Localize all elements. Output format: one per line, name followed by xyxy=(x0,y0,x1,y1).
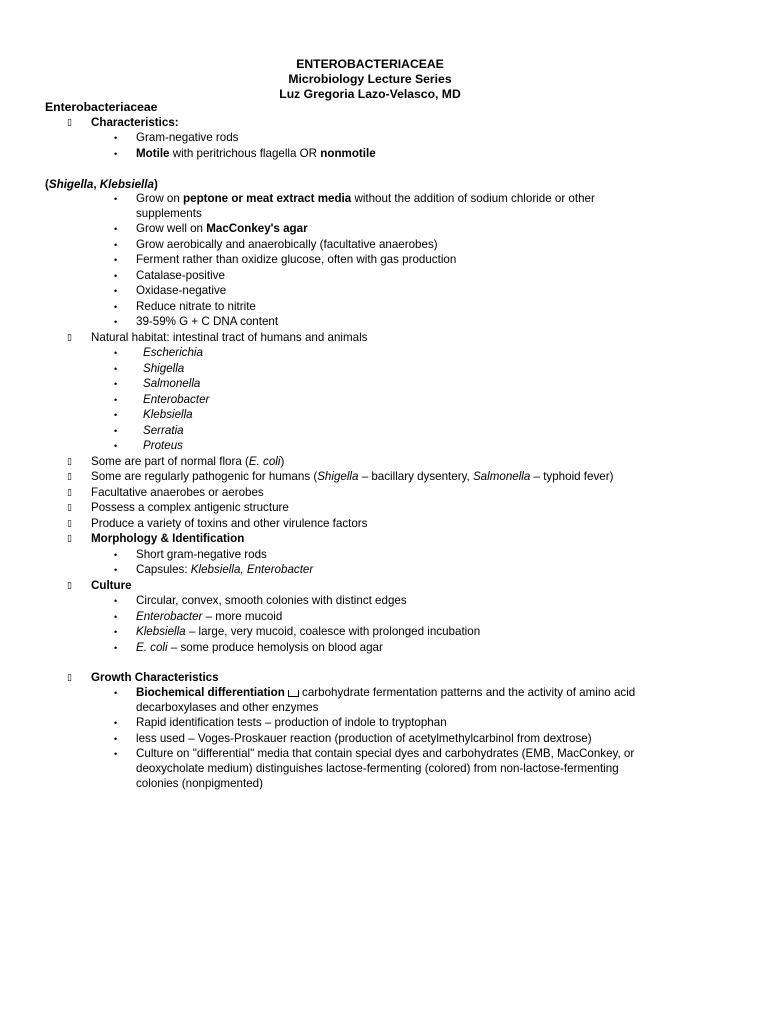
list-item: Gram-negative rods xyxy=(136,131,239,144)
bullet-icon: • xyxy=(114,271,118,281)
square-bullet-icon: ▯ xyxy=(67,118,72,128)
square-bullet-icon: ▯ xyxy=(67,581,72,591)
point-item: Facultative anaerobes or aerobes xyxy=(91,486,264,499)
list-item: Ferment rather than oxidize glucose, often with gas production xyxy=(136,253,457,266)
bullet-icon: • xyxy=(114,364,118,374)
bullet-icon: • xyxy=(114,224,118,234)
point-item: Some are part of normal flora (E. coli) xyxy=(91,455,285,468)
list-item: Catalase-positive xyxy=(136,269,225,282)
bullet-icon: • xyxy=(114,395,118,405)
doc-author: Luz Gregoria Lazo-Velasco, MD xyxy=(279,87,461,101)
bullet-icon: • xyxy=(114,348,118,358)
bullet-icon: • xyxy=(114,612,118,622)
square-bullet-icon: ▯ xyxy=(67,534,72,544)
list-item: Biochemical differentiation carbohydrate fermentation patterns and the activity of amino acid xyxy=(136,686,636,699)
list-item-continued: deoxycholate medium) distinguishes lactose-fermenting (colored) from non-lactose-fermenting xyxy=(136,762,619,775)
bullet-icon: • xyxy=(114,734,118,744)
bullet-icon: • xyxy=(114,565,118,575)
genus-item: Enterobacter xyxy=(143,393,210,406)
bullet-icon: • xyxy=(114,379,118,389)
list-item: Grow well on MacConkey's agar xyxy=(136,222,308,235)
list-item: less used – Voges-Proskauer reaction (production of acetylmethylcarbinol from dextrose) xyxy=(136,732,592,745)
point-item: Produce a variety of toxins and other virulence factors xyxy=(91,517,368,530)
bullet-icon: • xyxy=(114,596,118,606)
square-bullet-icon: ▯ xyxy=(67,472,72,482)
bullet-icon: • xyxy=(114,627,118,637)
list-item: Reduce nitrate to nitrite xyxy=(136,300,256,313)
bullet-icon: • xyxy=(114,718,118,728)
square-bullet-icon: ▯ xyxy=(67,488,72,498)
list-item: Oxidase-negative xyxy=(136,284,227,297)
list-item-continued: decarboxylases and other enzymes xyxy=(136,701,319,714)
bullet-icon: • xyxy=(114,240,118,250)
morphology-label: Morphology & Identification xyxy=(91,532,245,545)
bullet-icon: • xyxy=(114,302,118,312)
bullet-icon: • xyxy=(114,410,118,420)
bullet-icon: • xyxy=(114,550,118,560)
square-bullet-icon: ▯ xyxy=(67,673,72,683)
genus-item: Escherichia xyxy=(143,346,203,359)
list-item: Grow aerobically and anaerobically (facultative anaerobes) xyxy=(136,238,438,251)
square-bullet-icon: ▯ xyxy=(67,503,72,513)
genus-item: Serratia xyxy=(143,424,184,437)
bullet-icon: • xyxy=(114,149,118,159)
list-item: Motile with peritrichous flagella OR nonmotile xyxy=(136,147,376,160)
bullet-icon: • xyxy=(114,194,118,204)
section-heading: Enterobacteriaceae xyxy=(45,100,158,114)
point-item: Some are regularly pathogenic for humans (Shigella – bacillary dysentery, Salmonella – typhoid fever) xyxy=(91,470,614,483)
bullet-icon: • xyxy=(114,749,118,759)
group-heading: (Shigella, Klebsiella) xyxy=(45,178,158,191)
genus-item: Salmonella xyxy=(143,377,201,390)
genus-item: Klebsiella xyxy=(143,408,193,421)
genus-item: Shigella xyxy=(143,362,185,375)
list-item-continued: colonies (nonpigmented) xyxy=(136,777,263,790)
bullet-icon: • xyxy=(114,133,118,143)
doc-title: ENTEROBACTERIACEAE xyxy=(296,57,444,71)
habitat-label: Natural habitat: intestinal tract of humans and animals xyxy=(91,331,368,344)
doc-series: Microbiology Lecture Series xyxy=(288,72,452,86)
dash-mark-icon xyxy=(288,690,299,697)
list-item: Capsules: Klebsiella, Enterobacter xyxy=(136,563,314,576)
list-item-continued: supplements xyxy=(136,207,202,220)
bullet-icon: • xyxy=(114,441,118,451)
list-item: Rapid identification tests – production of indole to tryptophan xyxy=(136,716,447,729)
characteristics-label: Characteristics: xyxy=(91,116,179,129)
square-bullet-icon: ▯ xyxy=(67,457,72,467)
point-item: Possess a complex antigenic structure xyxy=(91,501,289,514)
list-item: Enterobacter – more mucoid xyxy=(136,610,283,623)
square-bullet-icon: ▯ xyxy=(67,333,72,343)
list-item: E. coli – some produce hemolysis on blood agar xyxy=(136,641,383,654)
culture-label: Culture xyxy=(91,579,132,592)
list-item: Short gram-negative rods xyxy=(136,548,267,561)
bullet-icon: • xyxy=(114,286,118,296)
genus-item: Proteus xyxy=(143,439,183,452)
list-item: 39-59% G + C DNA content xyxy=(136,315,279,328)
bullet-icon: • xyxy=(114,688,118,698)
bullet-icon: • xyxy=(114,255,118,265)
list-item: Culture on "differential" media that contain special dyes and carbohydrates (EMB, MacConkey, or xyxy=(136,747,635,760)
growth-characteristics-label: Growth Characteristics xyxy=(91,671,219,684)
bullet-icon: • xyxy=(114,426,118,436)
bullet-icon: • xyxy=(114,317,118,327)
bullet-icon: • xyxy=(114,643,118,653)
list-item: Grow on peptone or meat extract media without the addition of sodium chloride or other xyxy=(136,192,595,205)
list-item: Circular, convex, smooth colonies with distinct edges xyxy=(136,594,407,607)
square-bullet-icon: ▯ xyxy=(67,519,72,529)
list-item: Klebsiella – large, very mucoid, coalesce with prolonged incubation xyxy=(136,625,481,638)
